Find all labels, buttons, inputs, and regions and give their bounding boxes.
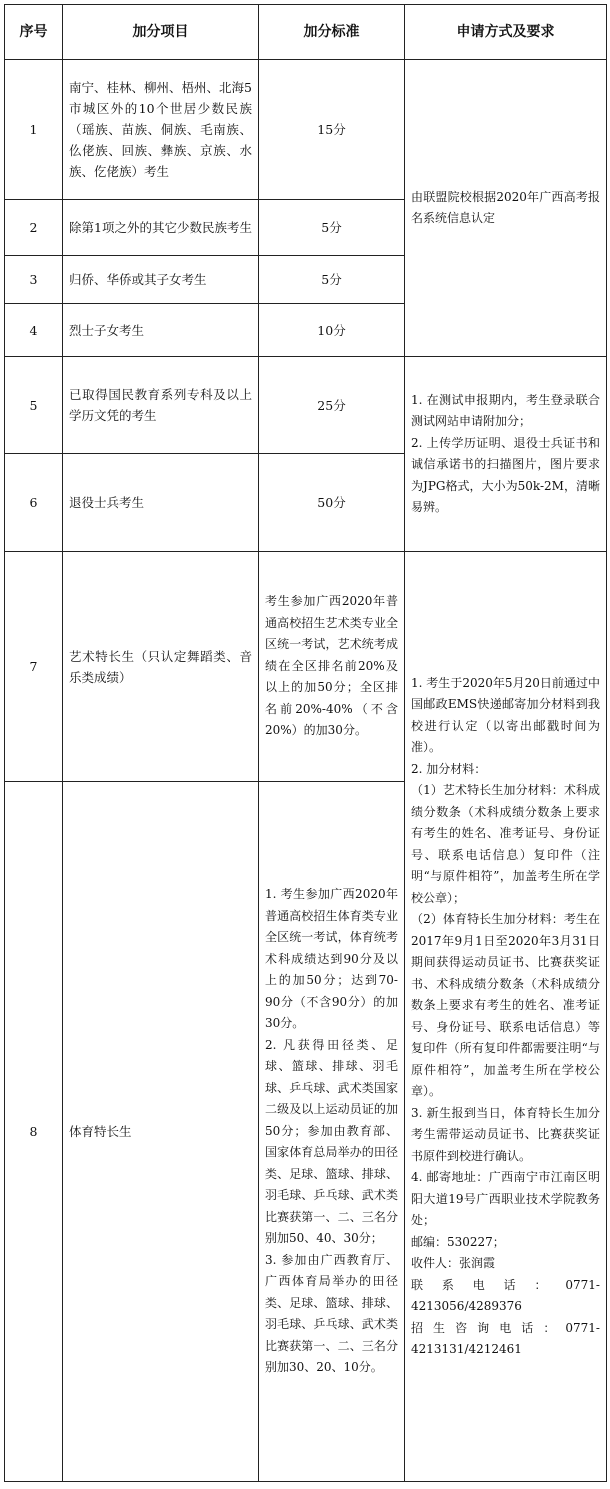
table-row bbox=[5, 60, 607, 200]
row-no: 7 bbox=[5, 552, 63, 782]
header-no: 序号 bbox=[5, 5, 63, 60]
row-standard: 10分 bbox=[259, 304, 405, 357]
requirement-line: 1. 在测试申报期内，考生登录联合测试网站申请附加分； bbox=[411, 392, 600, 428]
row-item: 已取得国民教育系列专科及以上学历文凭的考生 bbox=[63, 357, 259, 454]
header-item: 加分项目 bbox=[63, 5, 259, 60]
requirement-line: 邮编：530227； bbox=[411, 1234, 505, 1249]
requirement-cell-3 bbox=[405, 552, 607, 1482]
row-standard: 5分 bbox=[259, 200, 405, 256]
bonus-points-table bbox=[4, 4, 607, 1482]
requirement-cell-2 bbox=[405, 357, 607, 552]
header-standard: 加分标准 bbox=[259, 5, 405, 60]
row-item: 体育特长生 bbox=[63, 782, 259, 1482]
standard-line: 2. 凡获得田径类、足球、篮球、排球、羽毛球、乒乓球、武术类国家二级及以上运动员证的加50分；参加由教育部、国家体育总局举办的田径类、足球、篮球、排球、羽毛球、乒乓球、武术类比赛获第一、二、三名分别加50、40、30分； bbox=[265, 1037, 398, 1246]
row-item: 退役士兵考生 bbox=[63, 454, 259, 552]
row-item: 归侨、华侨或其子女考生 bbox=[63, 256, 259, 304]
requirement-line: 收件人：张润霞 bbox=[411, 1256, 496, 1270]
table-header-row bbox=[5, 5, 607, 60]
row-standard bbox=[259, 782, 405, 1482]
requirement-line: 1. 考生于2020年5月20日前通过中国邮政EMS快递邮寄加分材料到我校进行认定（以寄出邮戳时间为准）。 bbox=[411, 675, 600, 754]
row-item: 南宁、桂林、柳州、梧州、北海5市城区外的10个世居少数民族（瑶族、苗族、侗族、毛南族、仫佬族、回族、彝族、京族、水族、仡佬族）考生 bbox=[63, 60, 259, 200]
requirement-line: 招生咨询电话：0771-4213131/4212461 bbox=[411, 1320, 600, 1356]
row-standard: 5分 bbox=[259, 256, 405, 304]
table-row bbox=[5, 552, 607, 782]
row-no: 8 bbox=[5, 782, 63, 1482]
standard-line: 1. 考生参加广西2020年普通高校招生体育类专业全区统一考试，体育统考术科成绩达到90分及以上的加50分；达到70-90分（不含90分）的加30分。 bbox=[265, 887, 398, 1031]
requirement-line: 2. 加分材料： bbox=[411, 761, 487, 776]
row-standard: 25分 bbox=[259, 357, 405, 454]
table-row bbox=[5, 357, 607, 454]
row-item: 艺术特长生（只认定舞蹈类、音乐类成绩） bbox=[63, 552, 259, 782]
row-no: 5 bbox=[5, 357, 63, 454]
row-no: 3 bbox=[5, 256, 63, 304]
row-standard: 15分 bbox=[259, 60, 405, 200]
requirement-line: 联系电话：0771-4213056/4289376 bbox=[411, 1277, 600, 1313]
row-no: 1 bbox=[5, 60, 63, 200]
row-no: 4 bbox=[5, 304, 63, 357]
row-item: 除第1项之外的其它少数民族考生 bbox=[63, 200, 259, 256]
requirement-line: （1）艺术特长生加分材料：术科成绩分数条（术科成绩分数条上要求有考生的姓名、准考证号、身份证号、联系电话信息）复印件（注明“与原件相符”，加盖考生所在学校公章）； bbox=[411, 783, 600, 905]
row-standard: 50分 bbox=[259, 454, 405, 552]
standard-line: 3. 参加由广西教育厅、广西体育局举办的田径类、足球、篮球、排球、羽毛球、乒乓球、武术类比赛获第一、二、三名分别加30、20、10分。 bbox=[265, 1252, 398, 1375]
requirement-text: 由联盟院校根据2020年广西高考报名系统信息认定 bbox=[411, 189, 600, 225]
requirement-line: 3. 新生报到当日，体育特长生加分考生需带运动员证书、比赛获奖证书原件到校进行确认。 bbox=[411, 1105, 600, 1163]
requirement-line: （2）体育特长生加分材料：考生在2017年9月1日至2020年3月31日期间获得运动员证书、比赛获奖证书、术科成绩分数条（术科成绩分数条上要求有考生的姓名、准考证号、身份证号、联系电话信息）等复印件（所有复印件都需要注明“与原件相符”，加盖考生所在学校公章）。 bbox=[411, 912, 600, 1098]
header-requirement: 申请方式及要求 bbox=[405, 5, 607, 60]
row-no: 6 bbox=[5, 454, 63, 552]
requirement-line: 4. 邮寄地址：广西南宁市江南区明阳大道19号广西职业技术学院教务处； bbox=[411, 1170, 600, 1227]
row-item: 烈士子女考生 bbox=[63, 304, 259, 357]
row-no: 2 bbox=[5, 200, 63, 256]
row-standard: 考生参加广西2020年普通高校招生艺术类专业全区统一考试，艺术统考成绩在全区排名前20%及以上的加50分；全区排名前20%-40%（不含20%）的加30分。 bbox=[259, 552, 405, 782]
requirement-cell-1 bbox=[405, 60, 607, 357]
requirement-line: 2. 上传学历证明、退役士兵证书和诚信承诺书的扫描图片，图片要求为JPG格式，大小为50k-2M，清晰易辨。 bbox=[411, 435, 600, 514]
